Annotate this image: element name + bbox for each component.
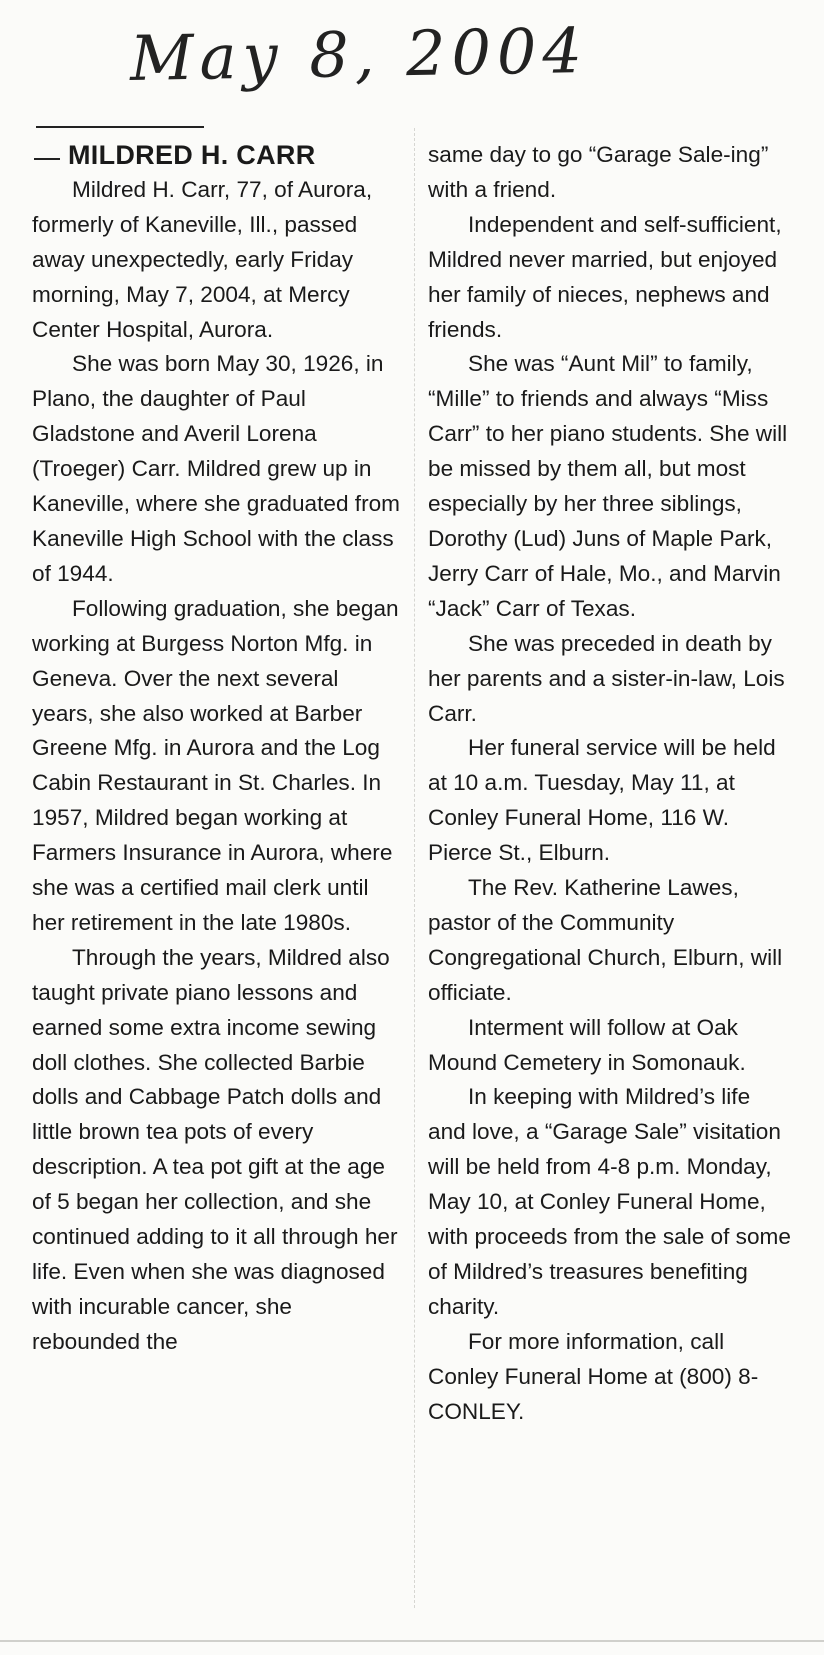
- paragraph-preceded: She was preceded in death by her parents and a sister-in-law, Lois Carr.: [428, 630, 785, 726]
- paragraph-contact: For more information, call Conley Funeral Home at (800) 8-CONLEY.: [428, 1328, 759, 1424]
- obituary-right-column: [424, 138, 794, 1430]
- paragraph-continuation: same day to go “Garage Sale-ing” with a friend.: [428, 142, 769, 202]
- paragraph-visitation: In keeping with Mildred’s life and love, a “Garage Sale” visitation will be held from 4-8 p.m. Monday, May 10, at Conley Funeral Home, with proceeds from the sale of some of Mildred’s treasures benefiting charity.: [428, 1084, 791, 1319]
- obituary-left-column: [22, 138, 402, 1360]
- paragraph-family: Independent and self-sufficient, Mildred never married, but enjoyed her family of nieces, nephews and friends.: [428, 211, 782, 342]
- handwritten-date: May 8, 2004: [129, 14, 589, 95]
- paragraph-hobbies: Through the years, Mildred also taught private piano lessons and earned some extra income sewing doll clothes. She collected Barbie dolls and Cabbage Patch dolls and little brown tea pots of every description. A tea pot gift at the age of 5 began her collection, and she continued adding to it all through her life. Even when she was diagnosed with incurable cancer, she rebounded the: [32, 944, 398, 1354]
- obituary-headline: MILDRED H. CARR: [22, 138, 402, 173]
- paragraph-siblings: She was “Aunt Mil” to family, “Mille” to friends and always “Miss Carr” to her piano students. She will be missed by them all, but most especially by her three siblings, Dorothy (Lud) Juns of Maple Park, Jerry Carr of Hale, Mo., and Marvin “Jack” Carr of Texas.: [428, 351, 788, 621]
- headline-rule: [36, 126, 204, 128]
- paragraph-birth: She was born May 30, 1926, in Plano, the daughter of Paul Gladstone and Averil Lorena (Troeger) Carr. Mildred grew up in Kaneville, where she graduated from Kaneville High School with the class of 1944.: [32, 351, 400, 586]
- paragraph-service: Her funeral service will be held at 10 a.m. Tuesday, May 11, at Conley Funeral Home, 116 W. Pierce St., Elburn.: [428, 735, 776, 866]
- paragraph-interment: Interment will follow at Oak Mound Cemetery in Somonauk.: [428, 1014, 746, 1075]
- paragraph-officiant: The Rev. Katherine Lawes, pastor of the Community Congregational Church, Elburn, will officiate.: [428, 875, 783, 1005]
- paragraph-intro: Mildred H. Carr, 77, of Aurora, formerly of Kaneville, Ill., passed away unexpectedly, early Friday morning, May 7, 2004, at Mercy Center Hospital, Aurora.: [32, 176, 373, 342]
- bottom-rule: [0, 1640, 824, 1642]
- paragraph-career: Following graduation, she began working at Burgess Norton Mfg. in Geneva. Over the next several years, she also worked at Barber Greene Mfg. in Aurora and the Log Cabin Restaurant in St. Charles. In 1957, Mildred began working at Farmers Insurance in Aurora, where she was a certified mail clerk until her retirement in the late 1980s.: [32, 595, 399, 935]
- column-divider: [414, 128, 415, 1608]
